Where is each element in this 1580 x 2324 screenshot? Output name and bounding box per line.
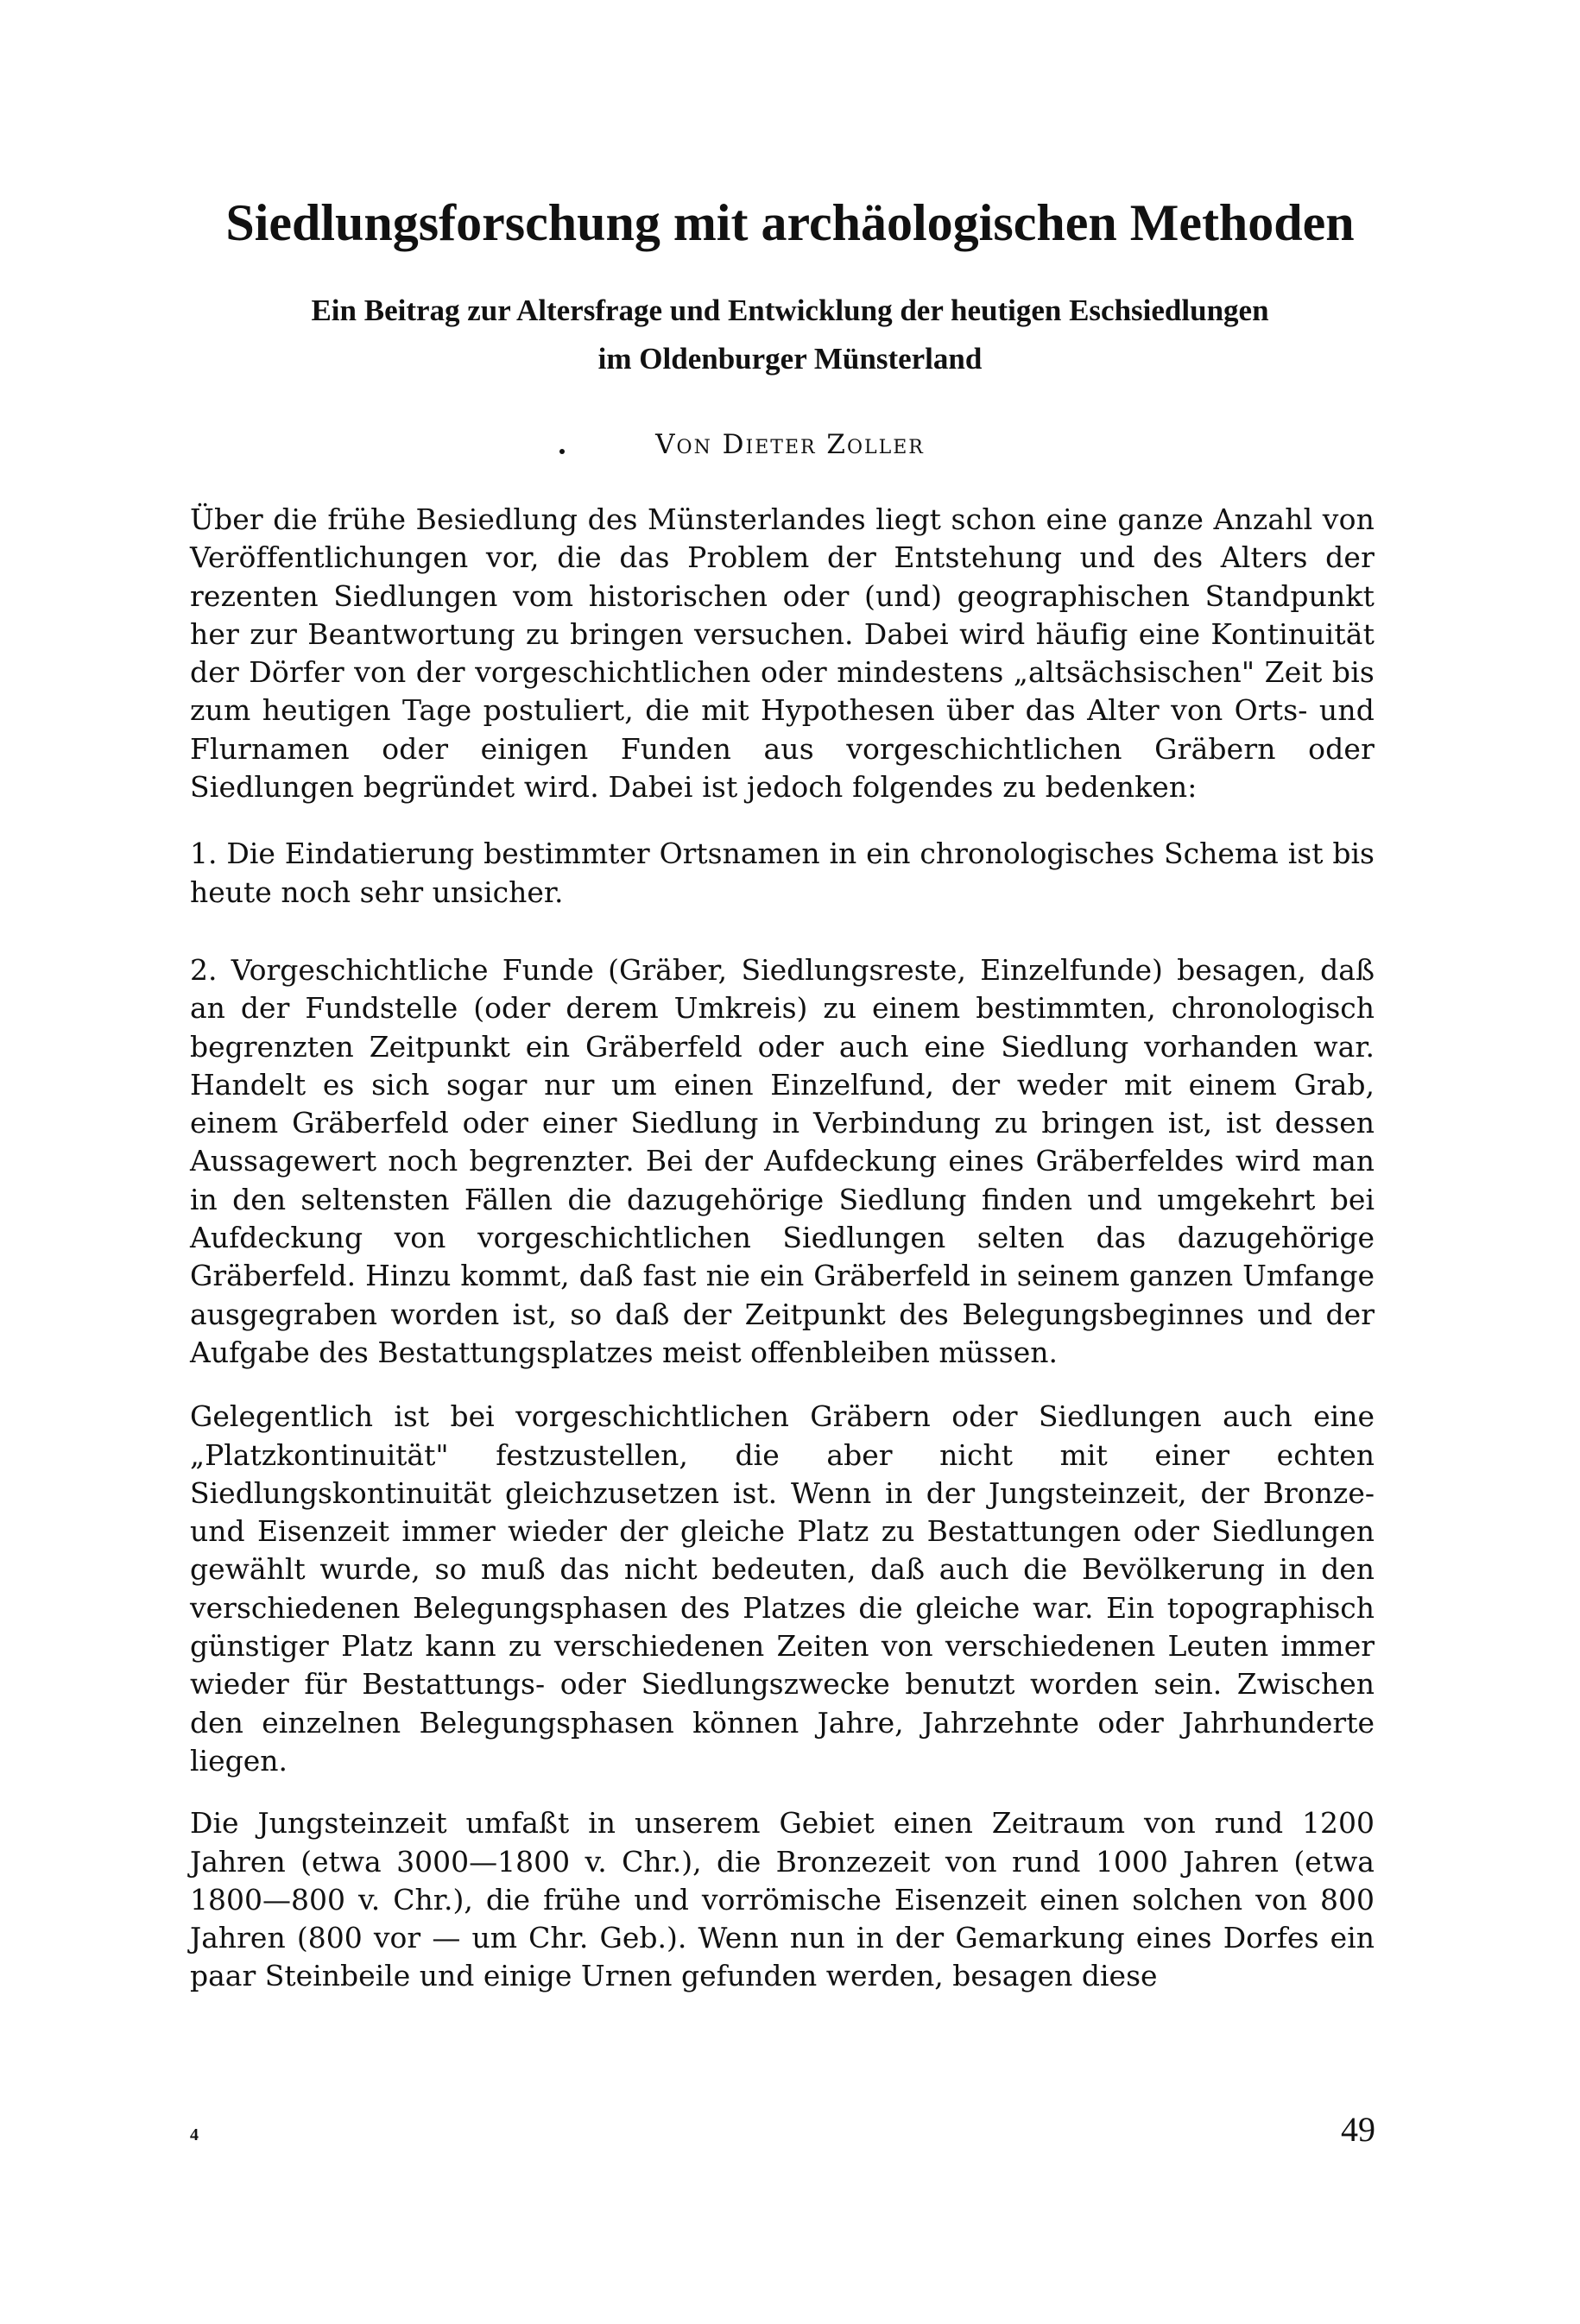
article-author: Von Dieter Zoller bbox=[655, 429, 925, 460]
paragraph-point-1: 1. Die Eindatierung bestimmter Ortsnamen in ein chronologisches Schema ist bis heute noch sehr unsicher. bbox=[190, 837, 1375, 909]
printer-signature-mark: 4 bbox=[190, 2125, 199, 2144]
article-title: Siedlungsforschung mit archäologischen Methoden bbox=[225, 194, 1355, 251]
article-body bbox=[190, 501, 1375, 1996]
page-number: 49 bbox=[1341, 2110, 1375, 2149]
paragraph-point-2: 2. Vorgeschichtliche Funde (Gräber, Siedlungsreste, Einzelfunde) besagen, daß an der Fundstelle (oder derem Umkreis) zu einem bestimmten, chronologisch begrenzten Zeitpunkt ein Gräberfeld oder auch eine Siedlung vorhanden war. Handelt es sich sogar nur um einen Einzelfund, der weder mit einem Grab, einem Gräberfeld oder einer Siedlung in Verbindung zu bringen ist, ist dessen Aussagewert noch begrenzter. Bei der Aufdeckung eines Gräberfeldes wird man in den seltensten Fällen die dazugehörige Siedlung finden und umgekehrt bei Aufdeckung von vorgeschichtlichen Siedlungen selten das dazugehörige Gräberfeld. Hinzu kommt, daß fast nie ein Gräberfeld in seinem ganzen Umfange ausgegraben worden ist, so daß der Zeitpunkt des Belegungsbeginnes und der Aufgabe des Bestattungsplatzes meist offenbleiben müssen. bbox=[190, 952, 1375, 1369]
paragraph-chronology: Die Jungsteinzeit umfaßt in unserem Gebiet einen Zeitraum von rund 1200 Jahren (etwa 3000—1800 v. Chr.), die Bronzezeit von rund 1000 Jahren (etwa 1800—800 v. Chr.), die frühe und vorrömische Eisenzeit einen solchen von 800 Jahren (800 vor — um Chr. Geb.). Wenn nun in der Gemarkung eines Dorfes ein paar Steinbeile und einige Urnen gefunden werden, besagen diese bbox=[190, 1806, 1375, 1993]
article-subtitle bbox=[130, 287, 1450, 383]
paragraph-platzkontinuitaet: Gelegentlich ist bei vorgeschichtlichen Gräbern oder Siedlungen auch eine „Platzkontinuität" festzustellen, die aber nicht mit einer echten Siedlungskontinuität gleichzusetzen ist. Wenn in der Jungsteinzeit, der Bronze- und Eisenzeit immer wieder der gleiche Platz zu Bestattungen oder Siedlungen gewählt wurde, so muß das nicht bedeuten, daß auch die Bevölkerung in den verschiedenen Belegungsphasen des Platzes die gleiche war. Ein topographisch günstiger Platz kann zu verschiedenen Zeiten von verschiedenen Leuten immer wieder für Bestattungs- oder Siedlungszwecke benutzt worden sein. Zwischen den einzelnen Belegungsphasen können Jahre, Jahrzehnte oder Jahrhunderte liegen. bbox=[190, 1399, 1375, 1778]
paragraph-intro: Über die frühe Besiedlung des Münsterlandes liegt schon eine ganze Anzahl von Veröffentlichungen vor, die das Problem der Entstehung und des Alters der rezenten Siedlungen vom historischen oder (und) geographischen Standpunkt her zur Beantwortung zu bringen versuchen. Dabei wird häufig eine Kontinuität der Dörfer von der vorgeschichtlichen oder mindestens „altsächsischen" Zeit bis zum heutigen Tage postuliert, die mit Hypothesen über das Alter von Orts- und Flurnamen oder einigen Funden aus vorgeschichtlichen Gräbern oder Siedlungen begründet wird. Dabei ist jedoch folgendes zu bedenken: bbox=[190, 502, 1375, 805]
subtitle-line-2: im Oldenburger Münsterland bbox=[597, 342, 983, 376]
subtitle-line-1: Ein Beitrag zur Altersfrage und Entwicklung der heutigen Eschsiedlungen bbox=[311, 294, 1269, 327]
